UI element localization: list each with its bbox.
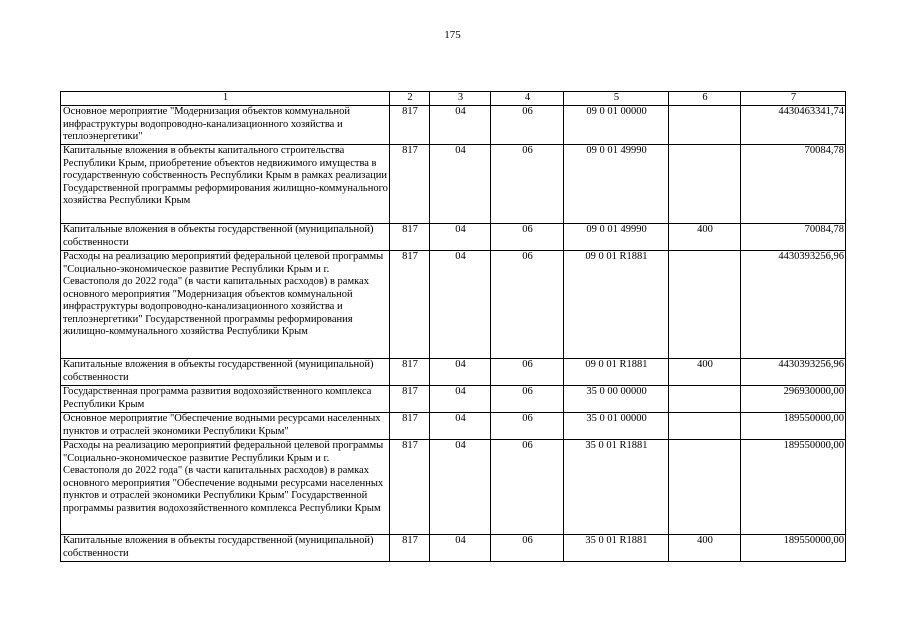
row-amount: 189550000,00 xyxy=(741,413,846,440)
row-type xyxy=(669,106,741,145)
row-target: 09 0 01 R1881 xyxy=(564,359,669,386)
row-subsection: 06 xyxy=(491,413,564,440)
row-code: 817 xyxy=(390,106,430,145)
row-type xyxy=(669,413,741,440)
row-amount: 4430393256,96 xyxy=(741,359,846,386)
row-subsection: 06 xyxy=(491,224,564,251)
row-name: Государственная программа развития водохозяйственного комплекса Республики Крым xyxy=(61,386,390,413)
row-name: Расходы на реализацию мероприятий федеральной целевой программы "Социально-экономическое развитие Республики Крым и г. Севастополя до 2022 года" (в части капитальных расходов) в рамках основного мероприятия "Модернизация объектов коммунальной инфраструктуры водопроводно-канализационного хозяйства и теплоэнергетики" Государственной программы реформирования жилищно-коммунального хозяйства Республики Крым xyxy=(61,251,390,359)
table-row xyxy=(61,440,846,535)
row-code: 817 xyxy=(390,535,430,562)
row-subsection: 06 xyxy=(491,106,564,145)
row-target: 09 0 01 49990 xyxy=(564,145,669,224)
row-code: 817 xyxy=(390,251,430,359)
row-type: 400 xyxy=(669,535,741,562)
row-amount: 4430393256,96 xyxy=(741,251,846,359)
row-amount: 4430463341,74 xyxy=(741,106,846,145)
table-row xyxy=(61,386,846,413)
row-target: 35 0 01 R1881 xyxy=(564,535,669,562)
row-name: Капитальные вложения в объекты государственной (муниципальной) собственности xyxy=(61,359,390,386)
row-section: 04 xyxy=(430,224,491,251)
table-row xyxy=(61,535,846,562)
row-name: Основное мероприятие "Обеспечение водными ресурсами населенных пунктов и отраслей экономики Республики Крым" xyxy=(61,413,390,440)
table-row xyxy=(61,413,846,440)
row-section: 04 xyxy=(430,413,491,440)
row-code: 817 xyxy=(390,386,430,413)
row-amount: 70084,78 xyxy=(741,224,846,251)
page-number: 175 xyxy=(444,29,461,41)
row-section: 04 xyxy=(430,440,491,535)
row-target: 35 0 01 R1881 xyxy=(564,440,669,535)
header-col-1: 1 xyxy=(61,92,390,106)
budget-table xyxy=(60,91,846,562)
row-subsection: 06 xyxy=(491,440,564,535)
row-section: 04 xyxy=(430,535,491,562)
row-section: 04 xyxy=(430,106,491,145)
row-amount: 189550000,00 xyxy=(741,440,846,535)
header-row xyxy=(61,92,846,106)
header-col-6: 6 xyxy=(669,92,741,106)
table-row xyxy=(61,224,846,251)
row-section: 04 xyxy=(430,251,491,359)
table-row xyxy=(61,359,846,386)
row-code: 817 xyxy=(390,413,430,440)
row-section: 04 xyxy=(430,145,491,224)
row-amount: 189550000,00 xyxy=(741,535,846,562)
row-code: 817 xyxy=(390,224,430,251)
row-code: 817 xyxy=(390,440,430,535)
row-subsection: 06 xyxy=(491,535,564,562)
header-col-3: 3 xyxy=(430,92,491,106)
header-col-2: 2 xyxy=(390,92,430,106)
row-target: 09 0 01 49990 xyxy=(564,224,669,251)
row-name: Капитальные вложения в объекты государственной (муниципальной) собственности xyxy=(61,535,390,562)
row-target: 09 0 01 00000 xyxy=(564,106,669,145)
header-col-4: 4 xyxy=(491,92,564,106)
row-section: 04 xyxy=(430,386,491,413)
row-target: 09 0 01 R1881 xyxy=(564,251,669,359)
row-name: Расходы на реализацию мероприятий федеральной целевой программы "Социально-экономическое развитие Республики Крым и г. Севастополя до 2022 года" (в части капитальных расходов) в рамках основного мероприятия "Обеспечение водными ресурсами населенных пунктов и отраслей экономики Республики Крым" Государственной программы развития водохозяйственного комплекса Республики Крым xyxy=(61,440,390,535)
row-type xyxy=(669,386,741,413)
row-target: 35 0 01 00000 xyxy=(564,413,669,440)
row-type: 400 xyxy=(669,359,741,386)
row-amount: 296930000,00 xyxy=(741,386,846,413)
row-subsection: 06 xyxy=(491,359,564,386)
row-amount: 70084,78 xyxy=(741,145,846,224)
row-subsection: 06 xyxy=(491,145,564,224)
row-section: 04 xyxy=(430,359,491,386)
table-row xyxy=(61,106,846,145)
row-type xyxy=(669,145,741,224)
header-col-7: 7 xyxy=(741,92,846,106)
row-name: Капитальные вложения в объекты капитального строительства Республики Крым, приобретение объектов недвижимого имущества в государственную собственность Республики Крым в рамках реализации Государственной программы реформирования жилищно-коммунального хозяйства Республики Крым xyxy=(61,145,390,224)
row-type: 400 xyxy=(669,224,741,251)
row-code: 817 xyxy=(390,359,430,386)
row-code: 817 xyxy=(390,145,430,224)
row-subsection: 06 xyxy=(491,251,564,359)
row-type xyxy=(669,251,741,359)
row-target: 35 0 00 00000 xyxy=(564,386,669,413)
header-col-5: 5 xyxy=(564,92,669,106)
row-name: Капитальные вложения в объекты государственной (муниципальной) собственности xyxy=(61,224,390,251)
row-name: Основное мероприятие "Модернизация объектов коммунальной инфраструктуры водопроводно-канализационного хозяйства и теплоэнергетики" xyxy=(61,106,390,145)
row-type xyxy=(669,440,741,535)
row-subsection: 06 xyxy=(491,386,564,413)
table-row xyxy=(61,145,846,224)
table-row xyxy=(61,251,846,359)
